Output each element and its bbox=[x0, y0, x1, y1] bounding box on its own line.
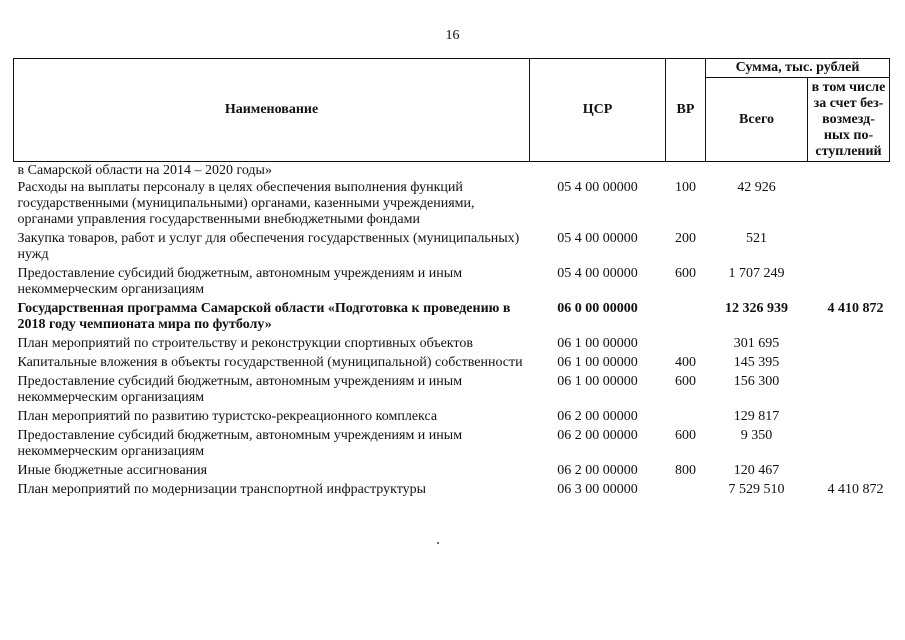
row-free bbox=[808, 374, 890, 409]
row-free bbox=[808, 162, 890, 181]
row-name: Капитальные вложения в объекты государственной (муниципальной) собственности bbox=[17, 355, 523, 370]
scan-speck bbox=[437, 542, 439, 544]
row-total bbox=[706, 162, 808, 181]
header-total: Всего bbox=[706, 78, 808, 162]
table-row bbox=[14, 482, 890, 501]
row-free bbox=[808, 463, 890, 482]
row-csr: 05 4 00 00000 bbox=[557, 231, 638, 246]
row-name: в Самарской области на 2014 – 2020 годы» bbox=[17, 163, 272, 178]
row-name: Государственная программа Самарской области «Подготовка к проведению в 2018 году чемпионата мира по футболу» bbox=[17, 301, 511, 332]
row-vr bbox=[666, 162, 706, 181]
row-name: Закупка товаров, работ и услуг для обеспечения государственных (муниципальных) нужд bbox=[17, 231, 520, 262]
row-free bbox=[808, 266, 890, 301]
row-vr: 600 bbox=[675, 428, 696, 443]
table-row bbox=[14, 336, 890, 355]
row-total: 7 529 510 bbox=[728, 482, 785, 497]
row-csr bbox=[530, 162, 666, 181]
row-csr: 06 1 00 00000 bbox=[557, 336, 638, 351]
page-number: 16 bbox=[445, 28, 460, 43]
row-name: План мероприятий по строительству и реконструкции спортивных объектов bbox=[17, 336, 473, 351]
table-row bbox=[14, 162, 890, 181]
row-vr: 100 bbox=[675, 180, 696, 195]
row-csr: 06 0 00 00000 bbox=[557, 301, 638, 316]
row-total: 156 300 bbox=[733, 374, 780, 389]
row-name: Иные бюджетные ассигнования bbox=[17, 463, 208, 478]
row-total: 521 bbox=[746, 231, 767, 246]
row-total: 9 350 bbox=[740, 428, 773, 443]
row-free bbox=[808, 355, 890, 374]
row-free: 4 410 872 bbox=[827, 301, 884, 316]
row-vr: 800 bbox=[675, 463, 696, 478]
row-vr bbox=[666, 482, 706, 501]
row-free bbox=[808, 336, 890, 355]
row-total: 12 326 939 bbox=[725, 301, 788, 316]
row-name: Предоставление субсидий бюджетным, автономным учреждениям и иным некоммерческим организациям bbox=[17, 266, 463, 297]
row-csr: 06 2 00 00000 bbox=[557, 428, 638, 443]
row-total: 145 395 bbox=[733, 355, 780, 370]
row-vr bbox=[666, 301, 706, 336]
row-total: 129 817 bbox=[733, 409, 780, 424]
row-csr: 05 4 00 00000 bbox=[557, 180, 638, 195]
row-vr bbox=[666, 409, 706, 428]
row-vr: 600 bbox=[675, 374, 696, 389]
row-csr: 06 1 00 00000 bbox=[557, 374, 638, 389]
row-free bbox=[808, 428, 890, 463]
table-row bbox=[14, 180, 890, 231]
budget-table bbox=[13, 58, 890, 501]
row-vr: 600 bbox=[675, 266, 696, 281]
row-total: 120 467 bbox=[733, 463, 780, 478]
table-row bbox=[14, 374, 890, 409]
row-name: Расходы на выплаты персоналу в целях обеспечения выполнения функций государственными (муниципальными) органами, казенными учреждениями, органами управления государственными внебюджетными фондами bbox=[17, 180, 475, 227]
table-header bbox=[14, 59, 890, 162]
row-free bbox=[808, 409, 890, 428]
row-total: 42 926 bbox=[737, 180, 776, 195]
row-vr: 200 bbox=[675, 231, 696, 246]
row-free bbox=[808, 180, 890, 231]
table-row bbox=[14, 428, 890, 463]
table-row bbox=[14, 409, 890, 428]
header-name: Наименование bbox=[14, 59, 530, 162]
header-vr: ВР bbox=[666, 59, 706, 162]
row-vr: 400 bbox=[675, 355, 696, 370]
row-free bbox=[808, 231, 890, 266]
row-csr: 06 3 00 00000 bbox=[557, 482, 638, 497]
row-csr: 06 2 00 00000 bbox=[557, 409, 638, 424]
row-name: План мероприятий по модернизации транспортной инфраструктуры bbox=[17, 482, 427, 497]
row-name: Предоставление субсидий бюджетным, автономным учреждениям и иным некоммерческим организациям bbox=[17, 374, 463, 405]
table-row bbox=[14, 355, 890, 374]
row-csr: 06 1 00 00000 bbox=[557, 355, 638, 370]
header-sum-group: Сумма, тыс. рублей bbox=[706, 59, 890, 78]
table-row bbox=[14, 231, 890, 266]
row-total: 301 695 bbox=[733, 336, 780, 351]
table-row bbox=[14, 266, 890, 301]
row-name: План мероприятий по развитию туристско-рекреационного комплекса bbox=[17, 409, 438, 424]
row-free: 4 410 872 bbox=[827, 482, 884, 497]
row-csr: 05 4 00 00000 bbox=[557, 266, 638, 281]
row-csr: 06 2 00 00000 bbox=[557, 463, 638, 478]
table-row bbox=[14, 301, 890, 336]
table-body bbox=[14, 162, 890, 502]
table-row bbox=[14, 463, 890, 482]
header-csr: ЦСР bbox=[530, 59, 666, 162]
row-total: 1 707 249 bbox=[728, 266, 785, 281]
row-vr bbox=[666, 336, 706, 355]
header-free: в том числе за счет без-возмезд-ных по-ступлений bbox=[808, 78, 890, 162]
row-name: Предоставление субсидий бюджетным, автономным учреждениям и иным некоммерческим организациям bbox=[17, 428, 463, 459]
